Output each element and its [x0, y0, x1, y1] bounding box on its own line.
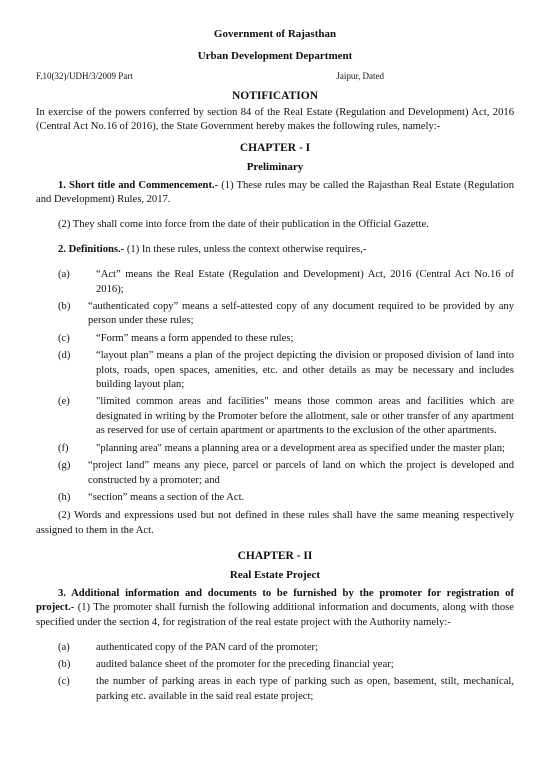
clause-text: “authenticated copy” means a self-attested copy of any document required to be provided by any person under these rules;: [88, 301, 514, 327]
definition-item: [36, 300, 514, 329]
rule-2-text: (1) In these rules, unless the context otherwise requires,-: [124, 244, 367, 256]
rule-3: [36, 587, 514, 630]
clause-label: (f): [58, 442, 69, 454]
file-reference: F.10(32)/UDH/3/2009 Part: [36, 71, 133, 81]
clause-text: “layout plan” means a plan of the project depicting the division or proposed division of land into plots, roads, open spaces, amenities, etc. and other details as may be necessary and includes building layout plan;: [96, 350, 514, 391]
definition-item: [36, 442, 514, 456]
clause-label: (b): [58, 658, 71, 670]
chapter-2-subheading: Real Estate Project: [229, 568, 321, 581]
definitions-list: [36, 268, 514, 505]
notification-title: NOTIFICATION: [231, 90, 319, 102]
clause-label: (h): [58, 491, 71, 503]
clause-label: (b): [58, 301, 71, 313]
clause-label: (a): [58, 641, 70, 653]
rule-2-title: 2. Definitions.-: [58, 244, 125, 256]
definition-item: [36, 459, 514, 488]
clause-text: "limited common areas and facilities" means those common areas and facilities which are designated in writing by the Promoter before the allotment, sale or other transfer of any apartment as reserved for use of certain apartment or apartments to the exclusion of the other apartments.: [96, 396, 514, 437]
clause-text: “Act” means the Real Estate (Regulation and Development) Act, 2016 (Central Act No.16 of 2016);: [96, 269, 514, 295]
clause-text: “section” means a section of the Act.: [88, 491, 245, 503]
rule-1-text: (1) These rules may be called the Rajasthan Real Estate (Regulation and Development) Rules, 2017.: [36, 179, 514, 206]
clause-label: (e): [58, 396, 70, 408]
clause-label: (a): [58, 269, 70, 281]
definition-item: [36, 395, 514, 438]
clause-label: (d): [58, 350, 71, 362]
rule-2-sub-2: (2) Words and expressions used but not defined in these rules shall have the same meaning respectively assigned to them in the Act.: [36, 510, 514, 536]
department-heading: Urban Development Department: [197, 50, 353, 62]
registration-item: [36, 641, 514, 655]
definition-item: [36, 491, 514, 505]
chapter-2-heading: CHAPTER - II: [237, 549, 313, 562]
definition-item: [36, 332, 514, 346]
clause-text: authenticated copy of the PAN card of the promoter;: [96, 641, 319, 653]
registration-item: [36, 658, 514, 672]
clause-label: (c): [58, 332, 70, 344]
clause-text: audited balance sheet of the promoter for the preceding financial year;: [96, 658, 394, 670]
place-date: Jaipur, Dated: [336, 71, 384, 81]
clause-text: “project land” means any piece, parcel or parcels of land on which the project is developed and constructed by a promoter; and: [88, 460, 514, 486]
rule-2: [36, 243, 514, 257]
definition-item: [36, 268, 514, 297]
rule-1-title: 1. Short title and Commencement.-: [58, 179, 219, 191]
definition-item: [36, 349, 514, 392]
registration-items-list: [36, 641, 514, 705]
reference-line: [36, 70, 514, 83]
clause-text: the number of parking areas in each type of parking such as open, basement, stilt, mechanical, parking etc. available in the said real estate project;: [96, 676, 514, 702]
rule-3-text: (1) The promoter shall furnish the following additional information and documents, along with those specified under the section 4, for registration of the real estate project with the Authority namely:-: [36, 602, 514, 628]
clause-label: (c): [58, 676, 70, 688]
rule-1: [36, 179, 514, 208]
rule-1-sub-2: (2) They shall come into force from the date of their publication in the Official Gazette.: [58, 219, 429, 231]
clause-label: (g): [58, 460, 71, 472]
chapter-1-heading: CHAPTER - I: [239, 141, 311, 154]
registration-item: [36, 675, 514, 704]
preamble: In exercise of the powers conferred by section 84 of the Real Estate (Regulation and Development) Act, 2016 (Central Act No.16 of 2016), the State Government hereby makes the following rules, namely:-: [36, 107, 514, 133]
clause-text: “Form” means a form appended to these rules;: [96, 332, 294, 344]
chapter-1-subheading: Preliminary: [246, 160, 304, 173]
government-heading: Government of Rajasthan: [213, 28, 337, 40]
clause-text: "planning area" means a planning area or a development area as specified under the master plan;: [96, 442, 505, 454]
rule-3-title: 3. Additional information and documents to be furnished by the promoter for registration of project.-: [36, 587, 514, 614]
